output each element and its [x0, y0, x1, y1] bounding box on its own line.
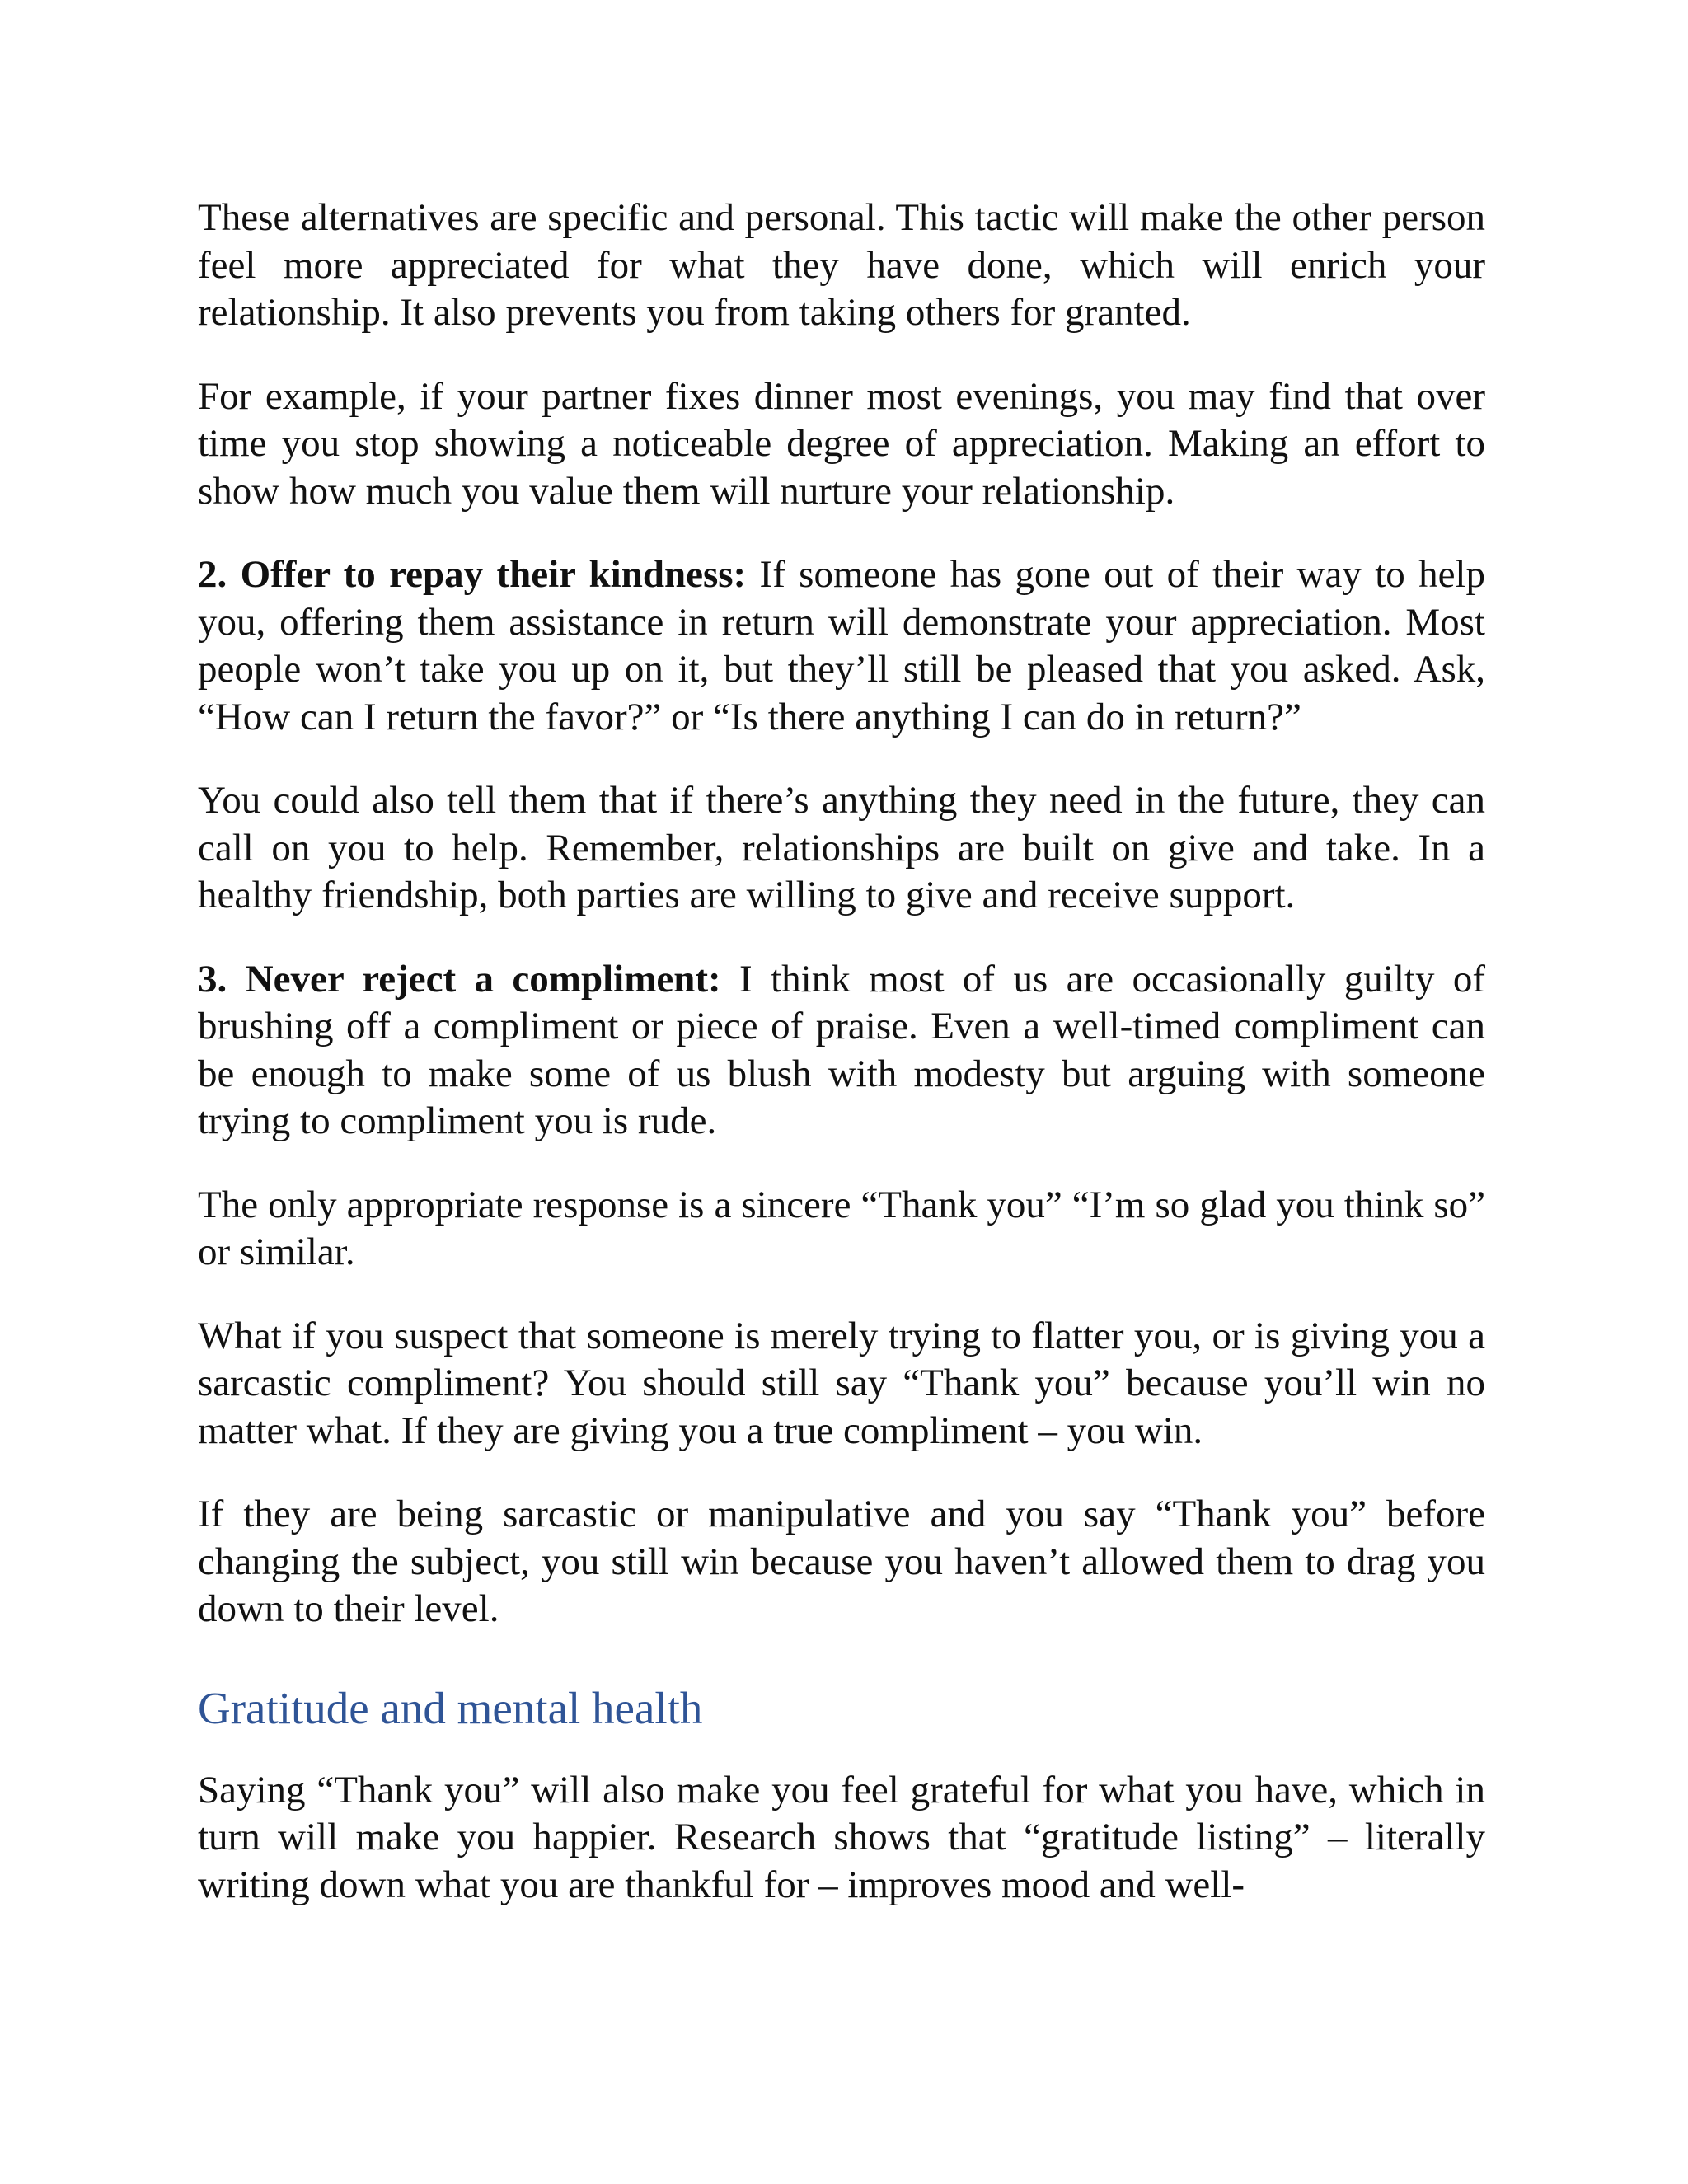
- paragraph-text: I think most of us are occasionally guilty of brushing off a compliment or piece of praise. Even a well-timed compliment can be enough to make some of us blush with modesty but arguing with someone trying to compliment you is rude.: [198, 957, 1485, 1142]
- paragraph-6: [198, 1182, 1485, 1277]
- paragraph-2: [198, 373, 1485, 516]
- paragraph-8: [198, 1491, 1485, 1633]
- paragraph-text: What if you suspect that someone is merely trying to flatter you, or is giving you a sarcastic compliment? You should still say “Thank you” because you’ll win no matter what. If they are giving you a true compliment – you win.: [198, 1314, 1485, 1452]
- paragraph-3: [198, 551, 1485, 741]
- paragraph-text: If someone has gone out of their way to help you, offering them assistance in return will demonstrate your appreciation. Most people won’t take you up on it, but they’ll still be pleased that you asked. Ask, “How can I return the favor?” or “Is there anything I can do in return?”: [198, 553, 1485, 738]
- paragraph-lead: 3. Never reject a compliment:: [198, 957, 721, 1001]
- paragraph-text: These alternatives are specific and personal. This tactic will make the other person feel more appreciated for what they have done, which will enrich your relationship. It also prevents you from taking others for granted.: [198, 196, 1485, 334]
- section-heading: Gratitude and mental health: [198, 1682, 703, 1733]
- document-body: [198, 194, 1485, 1945]
- paragraph-lead: 2. Offer to repay their kindness:: [198, 553, 747, 596]
- paragraph-text: You could also tell them that if there’s anything they need in the future, they can call on you to help. Remember, relationships are built on give and take. In a healthy friendship, both parties are willing to give and receive support.: [198, 779, 1485, 916]
- paragraph-5: [198, 956, 1485, 1146]
- paragraph-1: [198, 194, 1485, 337]
- paragraph-4: [198, 777, 1485, 920]
- paragraph-text: If they are being sarcastic or manipulative and you say “Thank you” before changing the subject, you still win because you haven’t allowed them to drag you down to their level.: [198, 1493, 1485, 1630]
- paragraph-text: For example, if your partner fixes dinner most evenings, you may find that over time you stop showing a noticeable degree of appreciation. Making an effort to show how much you value them will nurture your relationship.: [198, 374, 1485, 513]
- paragraph-7: [198, 1313, 1485, 1455]
- paragraph-9: [198, 1767, 1485, 1910]
- paragraph-text: The only appropriate response is a sincere “Thank you” “I’m so glad you think so” or similar.: [198, 1183, 1485, 1273]
- paragraph-text: Saying “Thank you” will also make you feel grateful for what you have, which in turn will make you happier. Research shows that “gratitude listing” – literally writing down what you are thankful for – improves mood and well-: [198, 1768, 1485, 1906]
